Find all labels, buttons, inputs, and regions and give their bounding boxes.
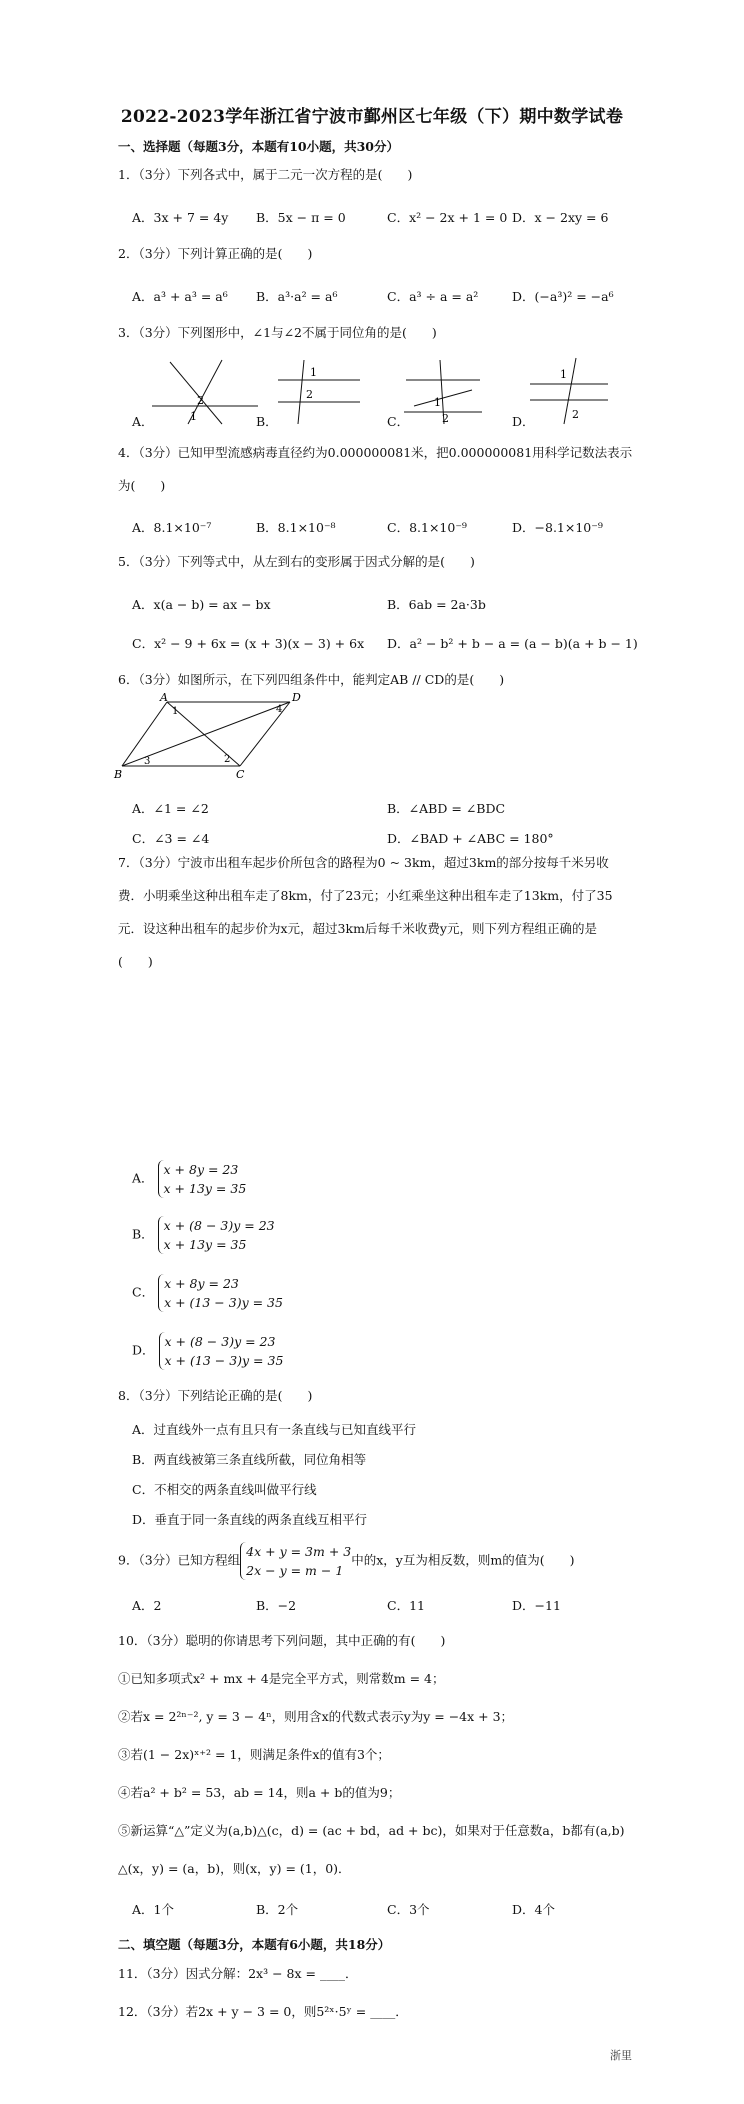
question-5-option-a: A．x(a − b) = ax − bx xyxy=(132,597,271,612)
question-2-option-c: C．a³ ÷ a = a² xyxy=(387,289,479,304)
question-6-stem: 6．（3分）如图所示，在下列四组条件中，能判定AB // CD的是( ) xyxy=(118,672,505,687)
question-6-parallelogram-figure xyxy=(112,692,312,782)
question-7-stem: 7．（3分）宁波市出租车起步价所包含的路程为0 ~ 3km，超过3km的部分按每千米另收费．小明乘坐这种出租车走了8km，付了23元；小红乘坐这种出租车走了13km，付了35元．设这种出租车的起步价为x元，超过3km后每千米收费y元，则下列方程组正确的是( ) xyxy=(118,855,613,969)
question-10-item-2: ②若x = 2²ⁿ⁻², y = 3 − 4ⁿ，则用含x的代数式表示y为y = −4x + 3； xyxy=(118,1709,514,1724)
page-footer: 浙里 xyxy=(610,2049,632,2062)
svg-text:1: 1 xyxy=(190,410,197,423)
question-6-option-c: C．∠3 = ∠4 xyxy=(132,831,210,846)
question-7-option-b: B． x + (8 − 3)y = 23 x + 13y = 35 xyxy=(132,1218,275,1252)
question-10-option-b: B．2个 xyxy=(256,1902,299,1917)
question-3-stem: 3．（3分）下列图形中，∠1与∠2不属于同位角的是( ) xyxy=(118,325,437,340)
fig-label-d: D xyxy=(292,692,301,704)
fig-angle-3: 3 xyxy=(144,756,151,767)
page-title: 2022-2023学年浙江省宁波市鄞州区七年级（下）期中数学试卷 xyxy=(120,107,624,127)
question-1-option-c: C．x² − 2x + 1 = 0 xyxy=(387,210,508,225)
question-1-stem: 1．（3分）下列各式中，属于二元一次方程的是( ) xyxy=(118,167,413,182)
question-4-option-d: D．−8.1×10⁻⁹ xyxy=(512,520,603,535)
question-9-option-c: C．11 xyxy=(387,1598,425,1613)
question-3-option-c: C． xyxy=(387,414,410,429)
question-8-stem: 8．（3分）下列结论正确的是( ) xyxy=(118,1388,313,1403)
question-9-option-a: A．2 xyxy=(132,1598,162,1613)
question-10-option-a: A．1个 xyxy=(132,1902,174,1917)
question-5-option-c: C．x² − 9 + 6x = (x + 3)(x − 3) + 6x xyxy=(132,636,365,651)
svg-text:2: 2 xyxy=(572,408,579,421)
question-10-option-c: C．3个 xyxy=(387,1902,430,1917)
question-11-stem: 11．（3分）因式分解：2x³ − 8x = ____． xyxy=(118,1966,358,1981)
question-4-option-a: A．8.1×10⁻⁷ xyxy=(132,520,212,535)
question-3-figure-c xyxy=(400,354,510,426)
question-10-item-1: ①已知多项式x² + mx + 4是完全平方式，则常数m = 4； xyxy=(118,1671,445,1686)
question-10-stem: 10．（3分）聪明的你请思考下列问题，其中正确的有( ) xyxy=(118,1633,446,1648)
question-10-item-5: ⑤新运算“△”定义为(a,b)△(c，d) = (ac + bd，ad + bc)，如果对于任意数a，b都有(a,b) xyxy=(118,1823,625,1838)
question-3-option-a: A． xyxy=(132,414,154,429)
question-2-stem: 2．（3分）下列计算正确的是( ) xyxy=(118,246,313,261)
question-8-option-a: A．过直线外一点有且只有一条直线与已知直线平行 xyxy=(132,1422,417,1437)
question-9-option-d: D．−11 xyxy=(512,1598,561,1613)
question-8-option-b: B．两直线被第三条直线所截，同位角相等 xyxy=(132,1452,367,1467)
question-3-option-d: D． xyxy=(512,414,535,429)
question-2-option-b: B．a³·a² = a⁶ xyxy=(256,289,338,304)
section-heading-choice: 一、选择题（每题3分，本题有10小题，共30分） xyxy=(118,139,399,154)
question-6-option-d: D．∠BAD + ∠ABC = 180° xyxy=(387,831,554,846)
question-6-option-b: B．∠ABD = ∠BDC xyxy=(387,801,506,816)
question-7-option-a: A． x + 8y = 23 x + 13y = 35 xyxy=(132,1162,247,1196)
fig-angle-2: 2 xyxy=(224,754,231,765)
question-7-option-c: C． x + 8y = 23 x + (13 − 3)y = 35 xyxy=(132,1276,283,1310)
svg-text:2: 2 xyxy=(306,388,313,401)
question-3-figure-a xyxy=(150,354,260,426)
question-10-item-3: ③若(1 − 2x)ˣ⁺² = 1，则满足条件x的值有3个； xyxy=(118,1747,390,1762)
question-5-stem: 5．（3分）下列等式中，从左到右的变形属于因式分解的是( ) xyxy=(118,554,475,569)
fig-angle-1: 1 xyxy=(172,706,179,717)
question-2-option-a: A．a³ + a³ = a⁶ xyxy=(132,289,228,304)
question-1-option-d: D．x − 2xy = 6 xyxy=(512,210,609,225)
question-1-option-b: B．5x − π = 0 xyxy=(256,210,346,225)
question-9-stem: 9．（3分）已知方程组4x + y = 3m + 3 2x − y = m − 1中的x，y互为相反数，则m的值为( ) xyxy=(118,1544,575,1578)
fig-label-c: C xyxy=(236,768,245,781)
question-4-stem-line2: 为( ) xyxy=(118,478,166,493)
question-3-option-b: B． xyxy=(256,414,278,429)
question-7-option-d: D． x + (8 − 3)y = 23 x + (13 − 3)y = 35 xyxy=(132,1334,284,1368)
fig-angle-4: 4 xyxy=(276,704,283,715)
question-3-figure-d xyxy=(526,354,636,426)
question-3-figure-b xyxy=(274,354,384,426)
question-10-item-5-cont: △(x，y) = (a，b)，则(x，y) = (1，0)． xyxy=(118,1861,351,1876)
question-8-option-c: C．不相交的两条直线叫做平行线 xyxy=(132,1482,317,1497)
svg-text:1: 1 xyxy=(310,366,317,379)
fig-label-a: A xyxy=(160,692,168,704)
question-10-item-4: ④若a² + b² = 53，ab = 14，则a + b的值为9； xyxy=(118,1785,401,1800)
question-4-option-c: C．8.1×10⁻⁹ xyxy=(387,520,467,535)
svg-text:2: 2 xyxy=(442,412,449,425)
svg-text:1: 1 xyxy=(434,396,441,409)
svg-text:1: 1 xyxy=(560,368,567,381)
question-6-option-a: A．∠1 = ∠2 xyxy=(132,801,209,816)
question-4-stem-line1: 4．（3分）已知甲型流感病毒直径约为0.000000081米，把0.000000081用科学记数法表示 xyxy=(118,445,633,460)
question-1-option-a: A．3x + 7 = 4y xyxy=(132,210,229,225)
fig-label-b: B xyxy=(114,768,123,781)
question-9-option-b: B．−2 xyxy=(256,1598,297,1613)
question-5-option-b: B．6ab = 2a·3b xyxy=(387,597,486,612)
svg-text:2: 2 xyxy=(197,394,204,407)
question-2-option-d: D．(−a³)² = −a⁶ xyxy=(512,289,614,304)
question-12-stem: 12．（3分）若2x + y − 3 = 0，则5²ˣ·5ʸ = ____． xyxy=(118,2004,408,2019)
section-heading-fill: 二、填空题（每题3分，本题有6小题，共18分） xyxy=(118,1937,391,1952)
question-4-option-b: B．8.1×10⁻⁸ xyxy=(256,520,336,535)
question-5-option-d: D．a² − b² + b − a = (a − b)(a + b − 1) xyxy=(387,636,638,651)
question-10-option-d: D．4个 xyxy=(512,1902,555,1917)
question-8-option-d: D．垂直于同一条直线的两条直线互相平行 xyxy=(132,1512,368,1527)
